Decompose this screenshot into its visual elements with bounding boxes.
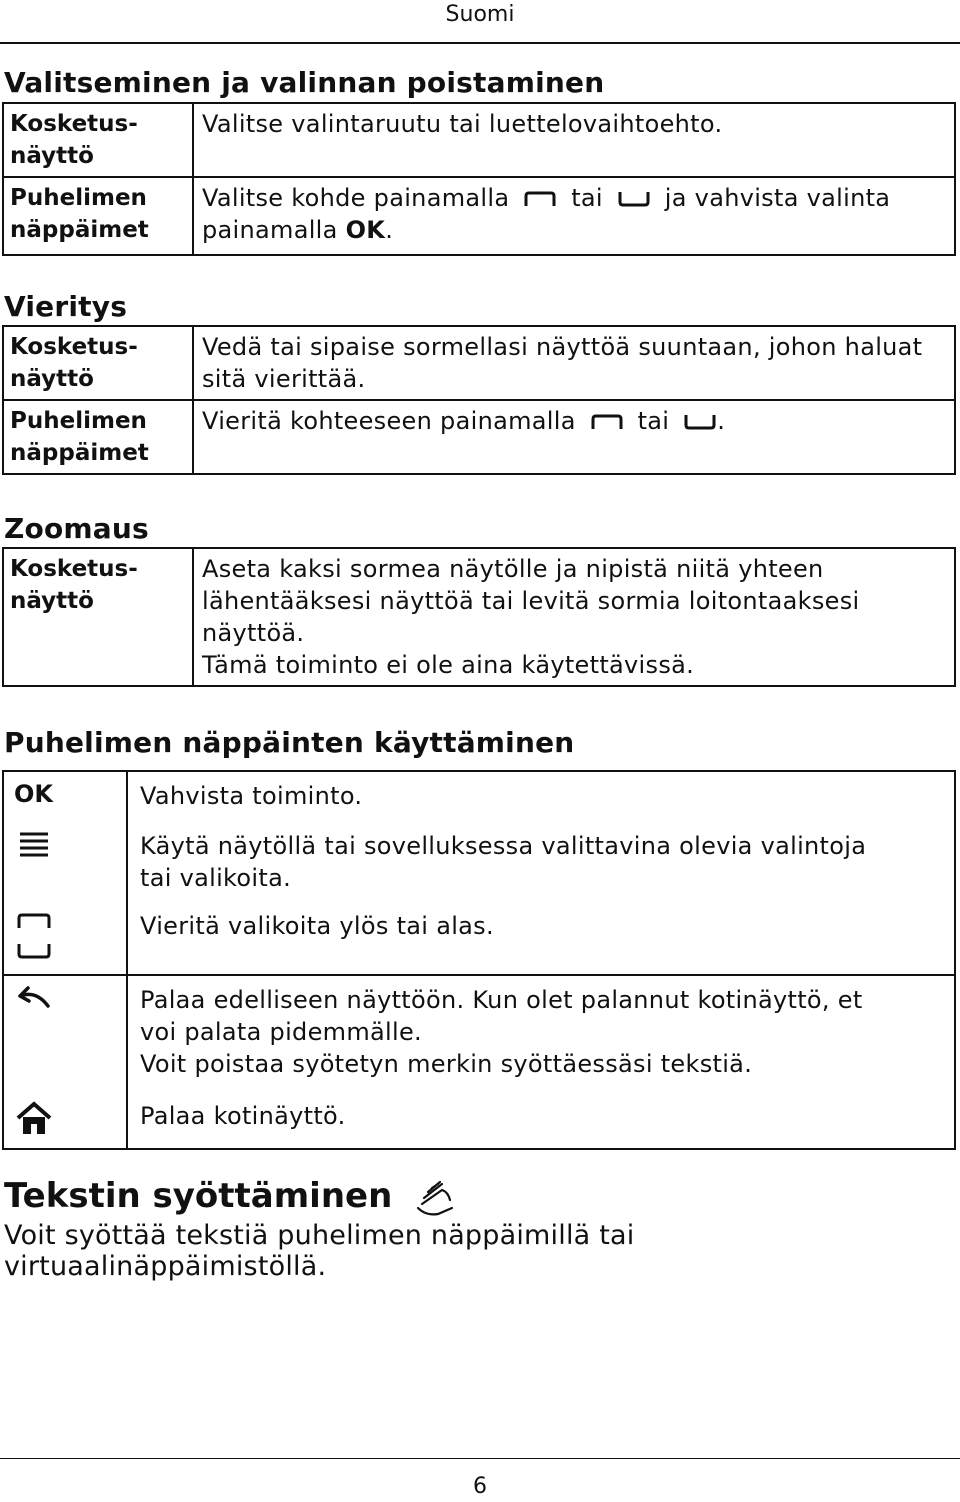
- table-row: [4, 104, 954, 176]
- table-keys: [2, 770, 956, 1150]
- table-row: [4, 822, 954, 902]
- table-scrolling: [2, 325, 956, 475]
- row-text: Palaa edelliseen näyttöön. Kun olet palannut kotinäyttö, et voi palata pidemmälle. Voit poistaa syötetyn merkin syöttäessäsi tekstiä.: [140, 986, 863, 1078]
- page-number: 6: [473, 1474, 487, 1499]
- text-input-description: Voit syöttää tekstiä puhelimen näppäimillä tai virtuaalinäppäimistöllä.: [4, 1220, 635, 1282]
- scroll-down-icon: [683, 413, 717, 431]
- row-text: Vieritä kohteeseen painamalla tai .: [202, 407, 726, 435]
- section-title-scrolling: Vieritys: [4, 290, 128, 323]
- header-rule: [0, 42, 960, 44]
- row-label: Kosketus- näyttö: [4, 104, 194, 176]
- row-label: Puhelimen näppäimet: [4, 178, 194, 254]
- row-text: Käytä näytöllä tai sovelluksessa valittavina olevia valintoja tai valikoita.: [140, 832, 867, 892]
- row-text: Valitse kohde painamalla tai ja vahvista valinta painamalla OK.: [202, 184, 891, 244]
- scroll-up-icon: [523, 190, 557, 208]
- row-text: Vahvista toiminto.: [140, 782, 363, 810]
- footer-rule: [0, 1458, 960, 1459]
- table-row: [4, 327, 954, 399]
- row-label: Kosketus- näyttö: [4, 549, 194, 685]
- table-row: [4, 176, 954, 254]
- scroll-up-icon: [590, 413, 624, 431]
- back-arrow-icon: [4, 976, 128, 1092]
- section-title-text-input: Tekstin syöttäminen: [4, 1176, 460, 1218]
- home-icon: [4, 1092, 128, 1148]
- row-text: Valitse valintaruutu tai luettelovaihtoehto.: [202, 110, 723, 138]
- table-row: [4, 974, 954, 1092]
- section-title-zooming: Zoomaus: [4, 512, 149, 545]
- menu-icon: [4, 822, 128, 902]
- table-zooming: [2, 547, 956, 687]
- table-selecting: [2, 102, 956, 256]
- row-label: Puhelimen näppäimet: [4, 401, 194, 475]
- ok-key: OK: [4, 772, 128, 822]
- hand-touch-icon: [412, 1178, 460, 1218]
- section-title-keys: Puhelimen näppäinten käyttäminen: [4, 726, 575, 759]
- row-text: Vedä tai sipaise sormellasi näyttöä suuntaan, johon haluat sitä vierittää.: [202, 333, 923, 393]
- table-row: [4, 549, 954, 685]
- table-row: [4, 399, 954, 475]
- scroll-down-icon: [617, 190, 651, 208]
- row-text: Aseta kaksi sormea näytölle ja nipistä niitä yhteen lähentääksesi näyttöä tai levitä sormia loitontaaksesi näyttöä. Tämä toiminto ei ole aina käytettävissä.: [202, 555, 860, 679]
- section-title-selecting: Valitseminen ja valinnan poistaminen: [4, 66, 605, 99]
- table-row: [4, 772, 954, 822]
- row-text: Palaa kotinäyttö.: [140, 1102, 346, 1130]
- ok-key-label: OK: [345, 216, 386, 244]
- row-text: Vieritä valikoita ylös tai alas.: [140, 912, 494, 940]
- table-row: [4, 1092, 954, 1148]
- scroll-keys-icon: [4, 902, 128, 974]
- table-row: [4, 902, 954, 974]
- row-label: Kosketus- näyttö: [4, 327, 194, 399]
- header-language: Suomi: [445, 2, 515, 27]
